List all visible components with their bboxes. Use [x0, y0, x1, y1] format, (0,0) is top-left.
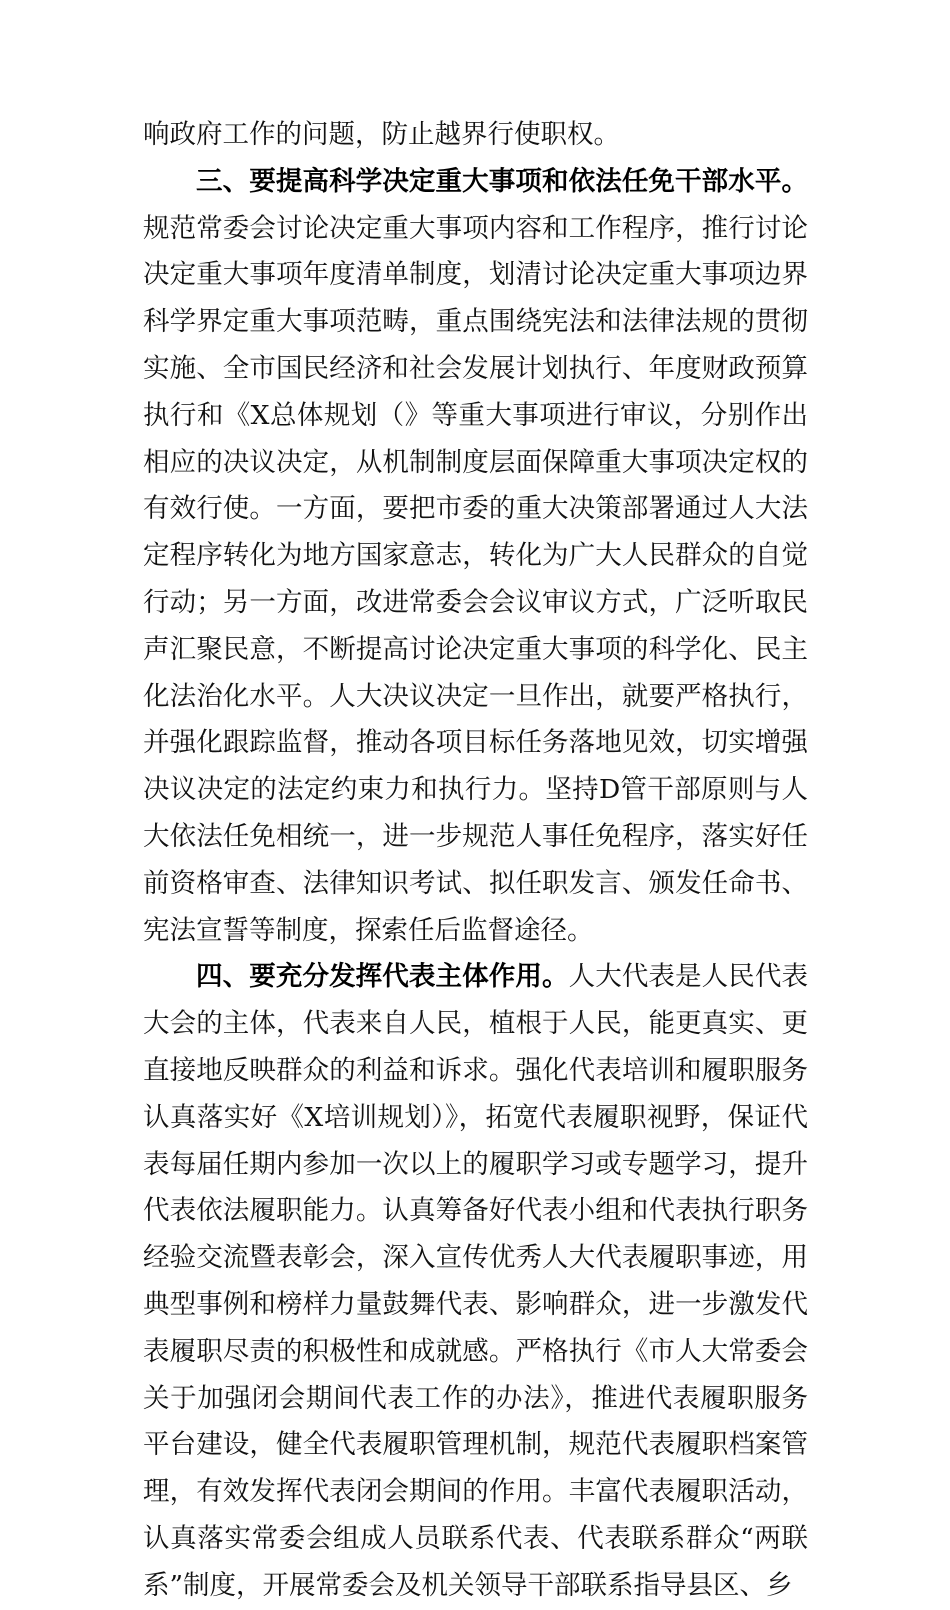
paragraph-1: [143, 112, 808, 159]
paragraph-3: [143, 954, 808, 1609]
paragraph-3-heading: 四、要充分发挥代表主体作用。: [196, 961, 569, 993]
document-body: [143, 112, 808, 1610]
paragraph-3-body: 人大代表是人民代表大会的主体，代表来自人民，植根于人民，能更真实、更直接地反映群众的利益和诉求。强化代表培训和履职服务认真落实好《X培训规划）》，拓宽代表履职视野，保证代表每届任期内参加一次以上的履职学习或专题学习，提升代表依法履职能力。认真筹备好代表小组和代表执行职务经验交流暨表彰会，深入宣传优秀人大代表履职事迹，用典型事例和榜样力量鼓舞代表、影响群众，进一步激发代表履职尽责的积极性和成就感。严格执行《市人大常委会关于加强闭会期间代表工作的办法》，推进代表履职服务平台建设，健全代表履职管理机制，规范代表履职档案管理，有效发挥代表闭会期间的作用。丰富代表履职活动，认真落实常委会组成人员联系代表、代表联系群众“两联系”制度，开展常委会及机关领导干部联系指导县区、乡: [143, 961, 809, 1601]
paragraph-2-heading: 三、要提高科学决定重大事项和依法任免干部水平。: [196, 165, 808, 197]
paragraph-1-body: 响政府工作的问题，防止越界行使职权。: [143, 119, 620, 150]
paragraph-2: [143, 159, 808, 955]
paragraph-2-body: 规范常委会讨论决定重大事项内容和工作程序，推行讨论决定重大事项年度清单制度，划清讨论决定重大事项边界科学界定重大事项范畴，重点围绕宪法和法律法规的贯彻实施、全市国民经济和社会发展计划执行、年度财政预算执行和《X总体规划（》等重大事项进行审议，分别作出相应的决议决定，从机制制度层面保障重大事项决定权的有效行使。一方面，要把市委的重大决策部署通过人大法定程序转化为地方国家意志，转化为广大人民群众的自觉行动；另一方面，改进常委会会议审议方式，广泛听取民声汇聚民意，不断提高讨论决定重大事项的科学化、民主化法治化水平。人大决议决定一旦作出，就要严格执行，并强化跟踪监督，推动各项目标任务落地见效，切实增强决议决定的法定约束力和执行力。坚持D管干部原则与人大依法任免相统一，进一步规范人事任免程序，落实好任前资格审查、法律知识考试、拟任职发言、颁发任命书、宪法宣誓等制度，探索任后监督途径。: [143, 212, 808, 946]
